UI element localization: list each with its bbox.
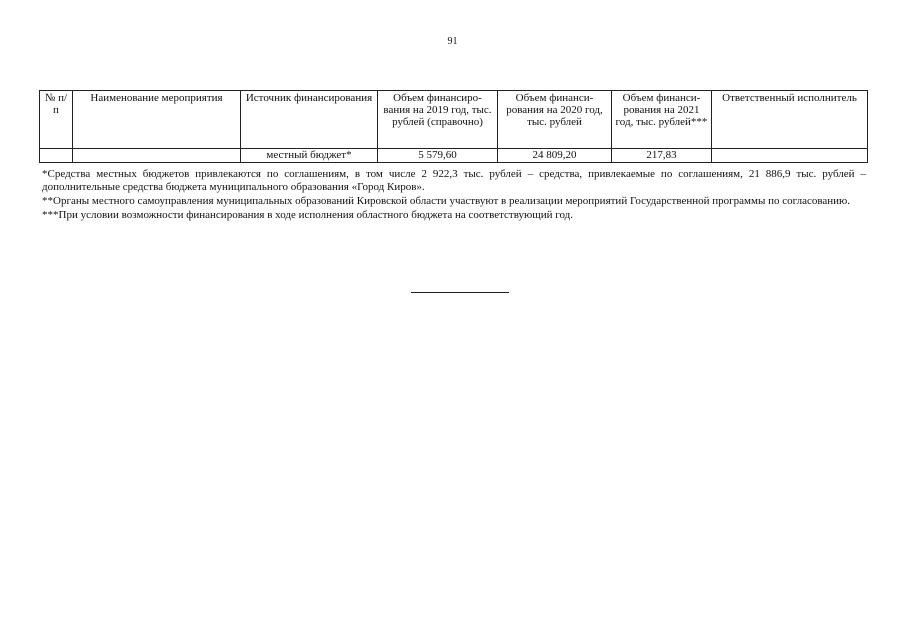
header-funding-source: Источник финансирования: [241, 91, 378, 149]
header-number: № п/п: [40, 91, 73, 149]
table-row: [40, 149, 868, 163]
cell-funding-2020: 24 809,20: [498, 149, 612, 163]
header-funding-2021: Объем финанси-рования на 2021 год, тыс. рублей***: [612, 91, 712, 149]
footnotes: [42, 168, 866, 223]
cell-number: [40, 149, 73, 163]
footnote-municipal-bodies: **Органы местного самоуправления муниципальных образований Кировской области участвуют в реализации мероприятий Государственной программы по согласованию.: [42, 195, 851, 207]
header-event-name: Наименование мероприятия: [73, 91, 241, 149]
header-funding-2020: Объем финанси-рования на 2020 год, тыс. рублей: [498, 91, 612, 149]
footnote-regional-budget: ***При условии возможности финансирования в ходе исполнения областного бюджета на соответствующий год.: [42, 209, 574, 221]
table-header-row: [40, 91, 868, 149]
cell-event-name: [73, 149, 241, 163]
page-number: 91: [447, 36, 458, 47]
footnote-local-budget: *Средства местных бюджетов привлекаются по соглашениям, в том числе 2 922,3 тыс. рублей – средства, привлекаемые по соглашениям, 21 886,9 тыс. рублей – дополнительные средства бюджета муниципального образования «Город Киров».: [42, 168, 866, 193]
header-executor: Ответственный исполнитель: [712, 91, 868, 149]
cell-funding-2021: 217,83: [612, 149, 712, 163]
cell-executor: [712, 149, 868, 163]
cell-funding-source: местный бюджет*: [241, 149, 378, 163]
financing-table: [39, 90, 868, 163]
separator-line: [411, 292, 509, 293]
cell-funding-2019: 5 579,60: [378, 149, 498, 163]
header-funding-2019: Объем финансиро-вания на 2019 год, тыс. рублей (справочно): [378, 91, 498, 149]
